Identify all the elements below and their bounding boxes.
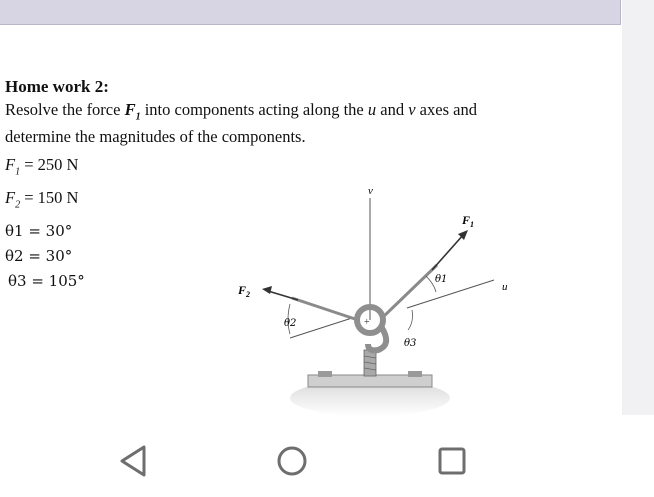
bolt-right [408, 371, 422, 377]
force-diagram [232, 180, 532, 425]
f2-symbol: F [5, 188, 16, 208]
v-axis-label: v [368, 185, 373, 197]
f1-symbol: F [5, 155, 16, 174]
theta2-label: θ2 [284, 318, 297, 329]
back-triangle-icon[interactable] [114, 441, 154, 481]
theta1-label: θ1 [435, 274, 448, 285]
f1-value: = 250 N [24, 155, 79, 174]
homework-title: Home work 2: [5, 77, 109, 96]
problem-force-subscript: 1 [135, 111, 141, 123]
f2-arrowhead [262, 286, 272, 294]
origin-plus: + [364, 317, 370, 328]
problem-line1-start: Resolve the force [5, 100, 125, 119]
top-bar [0, 0, 621, 25]
f1-label: $F_1$ [462, 213, 475, 229]
f2-rope [292, 298, 358, 320]
given-values [5, 152, 85, 294]
f2-label: $F_2$ [238, 283, 251, 299]
problem-line1-rest: into components acting along the u and v axes and [140, 100, 477, 119]
u-axis-line [407, 280, 494, 308]
given-f2 [5, 185, 85, 218]
homework-content [5, 76, 615, 147]
given-theta3: θ3 = 105° [8, 271, 85, 290]
given-theta2: θ2 = 30° [5, 246, 73, 265]
problem-line2: determine the magnitudes of the components. [5, 127, 306, 147]
f1-subscript: 1 [15, 166, 21, 178]
f1-rope [382, 265, 437, 318]
f2-value: = 150 N [24, 188, 79, 208]
given-theta1: θ1 = 30° [5, 221, 73, 240]
f1-arrow [432, 234, 464, 270]
f2-subscript: 2 [15, 199, 21, 211]
bolt-left [318, 371, 332, 377]
given-f1 [5, 152, 85, 185]
android-nav-bar [0, 415, 654, 497]
right-scroll-strip [622, 0, 654, 415]
u-axis-label: u [502, 281, 508, 293]
f2-reference-line [290, 318, 352, 338]
problem-statement: Resolve the force $F_1$ into components acting along the u and v axes and determine the magnitudes of the components. [5, 100, 477, 147]
theta3-label: θ3 [404, 338, 417, 349]
recents-square-icon[interactable] [432, 441, 472, 481]
theta3-arc [408, 310, 413, 330]
home-circle-icon[interactable] [272, 441, 312, 481]
f2-arrow [268, 291, 298, 300]
